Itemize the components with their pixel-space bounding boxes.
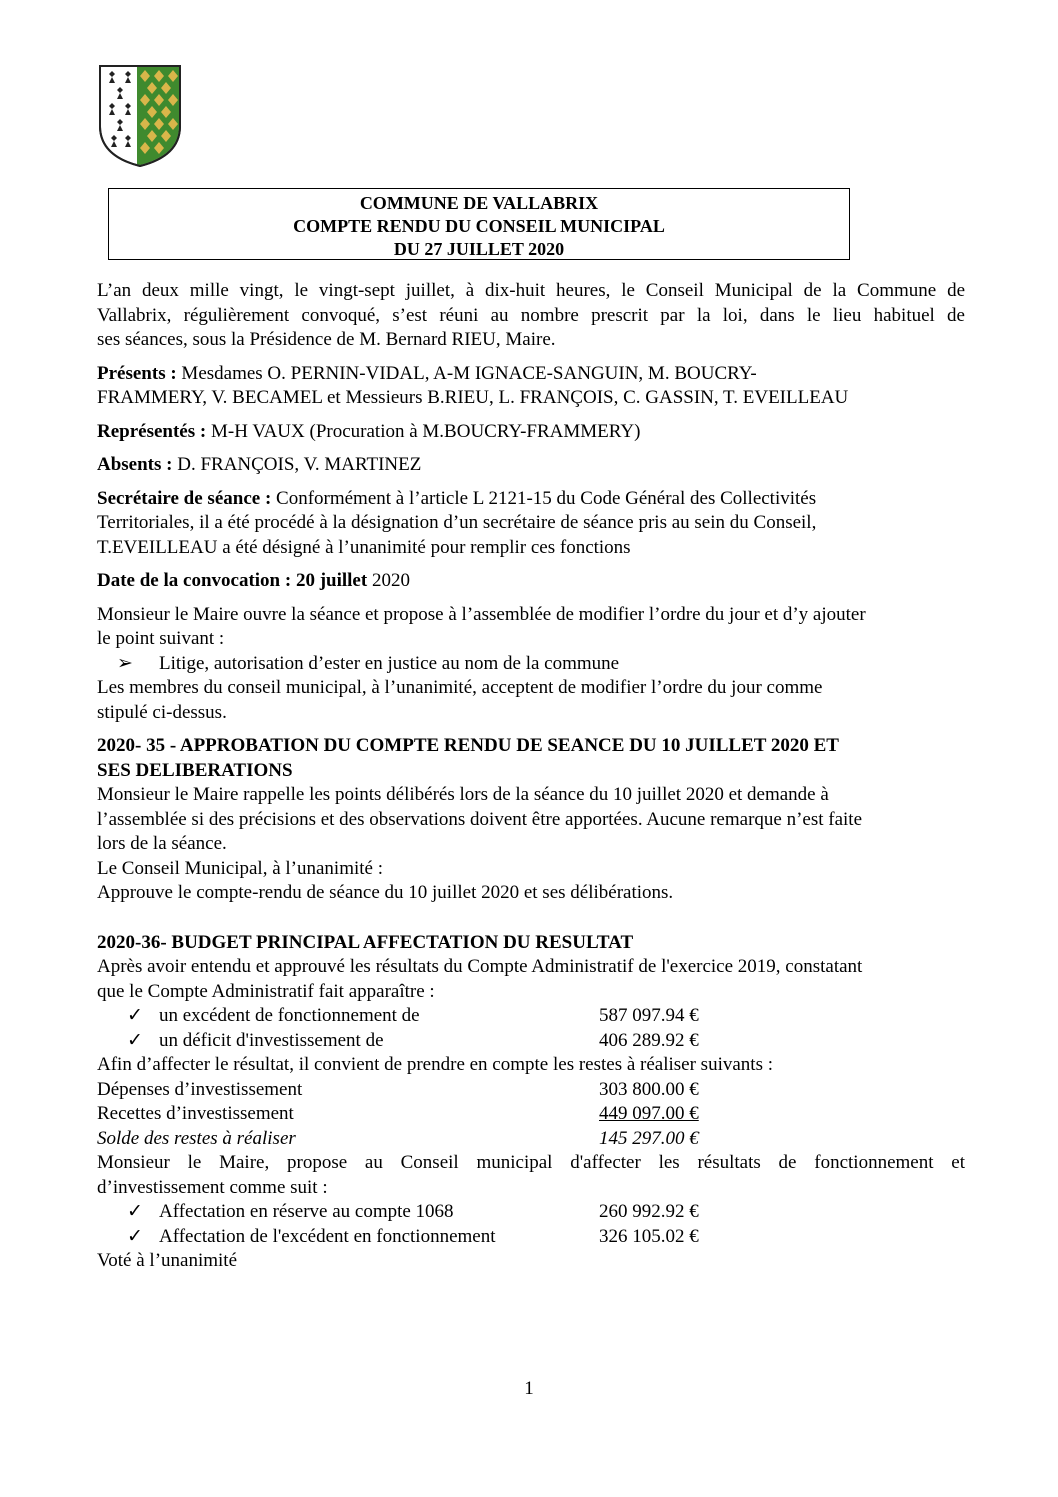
list-item: ➢ Litige, autorisation d’ester en justice au nom de la commune <box>97 652 965 677</box>
section-36-intro: Après avoir entendu et approuvé les résultats du Compte Administratif de l'exercice 2019, constatant que le Compte Administratif fait apparaître : <box>97 956 863 1002</box>
convocation-label: Date de la convocation : 20 juillet <box>97 570 368 591</box>
list-item: ✓ un excédent de fonctionnement de 587 097.94 € <box>97 1004 965 1029</box>
affectation-intro: Monsieur le Maire, propose au Conseil municipal d'affecter les résultats de fonctionnement et d’investissement comme suit : <box>97 1152 965 1198</box>
secretaire-label: Secrétaire de séance : <box>97 487 272 509</box>
table-row: Solde des restes à réaliser 145 297.00 € <box>97 1127 699 1149</box>
table-row: Dépenses d’investissement 303 800.00 € <box>97 1078 699 1100</box>
meeting-date: DU 27 JUILLET 2020 <box>393 239 565 259</box>
presents-label: Présents : <box>97 362 177 384</box>
list-item: ✓ Affectation de l'excédent en fonctionnement 326 105.02 € <box>97 1225 965 1250</box>
checkmark-icon: ✓ <box>127 1029 143 1051</box>
ordre-du-jour-decision: Les membres du conseil municipal, à l’unanimité, acceptent de modifier l’ordre du jour comme stipulé ci-dessus. <box>97 677 823 723</box>
document-body <box>97 279 965 1274</box>
arrow-bullet-icon: ➢ <box>117 652 133 674</box>
list-item: ✓ Affectation en réserve au compte 1068 260 992.92 € <box>97 1200 965 1225</box>
list-item: ✓ un déficit d'investissement de 406 289.92 € <box>97 1029 965 1054</box>
convocation-paragraph: Date de la convocation : 20 juillet 2020 <box>97 570 410 591</box>
page-number: 1 <box>524 1378 534 1399</box>
restes-intro: Afin d’affecter le résultat, il convient de prendre en compte les restes à réaliser suivants : <box>97 1054 773 1075</box>
document-title: COMPTE RENDU DU CONSEIL MUNICIPAL <box>293 216 665 236</box>
section-36-title: 2020-36- BUDGET PRINCIPAL AFFECTATION DU RESULTAT <box>97 931 634 953</box>
representes-paragraph: Représentés : M-H VAUX (Procuration à M.BOUCRY-FRAMMERY) <box>97 420 641 442</box>
absents-paragraph: Absents : D. FRANÇOIS, V. MARTINEZ <box>97 454 422 475</box>
section-35-body: Monsieur le Maire rappelle les points délibérés lors de la séance du 10 juillet 2020 et demande à l’assemblée si des précisions et des observations doivent être apportées. Aucune remarque n’est faite lors de la séance. Le Conseil Municipal, à l’unanimité : Approuve le compte-rendu de séance du 10 juillet 2020 et ses délibérations. <box>97 784 863 903</box>
checkmark-icon: ✓ <box>127 1005 143 1026</box>
commune-name: COMMUNE DE VALLABRIX <box>359 193 599 213</box>
commune-coat-of-arms <box>97 64 183 168</box>
document-title-box <box>108 188 850 260</box>
secretaire-paragraph: Secrétaire de séance : Conformément à l’article L 2121-15 du Code Général des Collectivités Territoriales, il a été procédé à la désignation d’un secrétaire de séance pris au sein du Conseil, T.EVEILLEAU a été désigné à l’unanimité pour remplir ces fonctions <box>97 487 817 558</box>
ordre-du-jour-paragraph: Monsieur le Maire ouvre la séance et propose à l’assemblée de modifier l’ordre du jour et d’y ajouter le point suivant : <box>97 603 866 649</box>
table-row: Recettes d’investissement 449 097.00 € <box>97 1103 699 1124</box>
presents-paragraph: Présents : Mesdames O. PERNIN-VIDAL, A-M IGNACE-SANGUIN, M. BOUCRY- FRAMMERY, V. BECAMEL et Messieurs B.RIEU, L. FRANÇOIS, C. GASSIN, T. EVEILLEAU <box>97 362 849 408</box>
representes-label: Représentés : <box>97 420 207 442</box>
section-35-title: 2020- 35 - APPROBATION DU COMPTE RENDU DE SEANCE DU 10 JUILLET 2020 ET SES DELIBERATIONS <box>97 735 839 781</box>
checkmark-icon: ✓ <box>127 1225 143 1247</box>
vote-result: Voté à l’unanimité <box>97 1250 238 1271</box>
intro-paragraph: L’an deux mille vingt, le vingt-sept juillet, à dix-huit heures, le Conseil Municipal de la Commune de Vallabrix, régulièrement convoqué, s’est réuni au nombre prescrit par la loi, dans le lieu habituel de ses séances, sous la Présidence de M. Bernard RIEU, Maire. <box>97 280 965 350</box>
absents-label: Absents : <box>97 454 173 475</box>
checkmark-icon: ✓ <box>127 1201 143 1222</box>
